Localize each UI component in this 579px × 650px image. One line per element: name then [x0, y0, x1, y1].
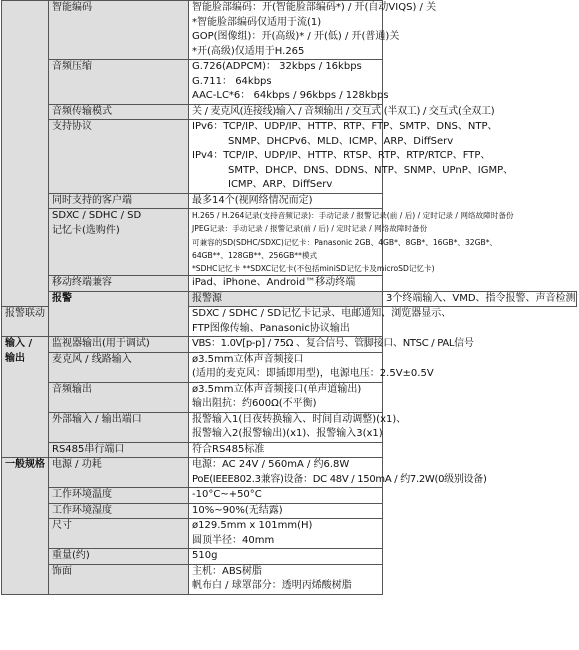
row-value [189, 503, 383, 519]
row-name [49, 209, 189, 276]
row-value [189, 412, 407, 442]
category-continued [2, 1, 49, 307]
value-line: 3个终端输入、VMD、指令报警、声音检测 [386, 292, 576, 304]
value-line: GOP(图像组)：开(高级)* / 开(低) / 开(普通)关 [192, 31, 400, 42]
row-name: 支持协议 [49, 120, 189, 194]
row-audio-output [2, 382, 577, 412]
value-line: AAC-LC*6： 64kbps / 96kbps / 128kbps [192, 90, 389, 101]
row-power [2, 458, 577, 488]
row-name: RS485串行端口 [49, 442, 189, 458]
value-line: PoE(IEEE802.3兼容)设备：DC 48V / 150mA / 约7.2W(0级别设备) [192, 473, 487, 485]
category-io [2, 337, 49, 458]
row-value [189, 1, 437, 60]
row-sd-card [2, 209, 577, 276]
value-line: -10°C~+50°C [192, 489, 262, 501]
row-weight [2, 549, 577, 565]
row-name: 智能编码 [49, 1, 189, 60]
row-value [189, 193, 383, 209]
row-name: 报警联动 [2, 307, 49, 337]
row-name: 音频输出 [49, 382, 189, 412]
row-name: 同时支持的客户端 [49, 193, 189, 209]
value-line: 可兼容的SD(SDHC/SDXC)记忆卡：Panasonic 2GB、4GB*、8GB*、16GB*、32GB*、 [192, 237, 498, 247]
row-value [189, 337, 474, 353]
row-value [189, 564, 383, 594]
row-name: 尺寸 [49, 519, 189, 549]
category-line: 输入 / [5, 338, 33, 350]
value-line: 关 / 麦克风(连接线)输入 / 音频输出 / 交互式 (半双工) / 交互式(全双工) [192, 105, 495, 117]
row-value [189, 458, 487, 488]
row-name: 工作环境温度 [49, 488, 189, 504]
row-alarm-source [2, 291, 577, 307]
row-external-io [2, 412, 577, 442]
row-value [189, 120, 514, 194]
row-value [189, 209, 514, 276]
row-value [189, 382, 383, 412]
row-name: 报警源 [189, 291, 383, 307]
category-general: 一般规格 [2, 458, 49, 595]
row-value [189, 488, 383, 504]
row-name: 重量(约) [49, 549, 189, 565]
value-line: 智能脸部编码：开(智能脸部编码*) / 开(自动VIQS) / 关 [192, 2, 437, 13]
row-value [189, 549, 383, 565]
row-name: 移动终端兼容 [49, 276, 189, 292]
value-line: *智能脸部编码仅适用于流(1) [192, 16, 322, 28]
value-line: G.726(ADPCM)： 32kbps / 16kbps [192, 61, 362, 72]
ipv6-label: IPv6： [192, 121, 224, 132]
value-line: 64GB**、128GB**、256GB**模式 [192, 250, 318, 260]
value-line: 帆布白 / 球罩部分：透明丙烯酸树脂 [192, 580, 352, 592]
value-line: 报警输入1(日夜转换输入、时间自动调整)(x1)、 [192, 413, 407, 425]
value-line: G.711： 64kbps [192, 75, 272, 87]
row-value [189, 307, 452, 337]
row-value [383, 291, 577, 307]
value-line: SMTP、DHCP、DNS、DDNS、NTP、SNMP、UPnP、IGMP、 [228, 164, 514, 176]
row-value [189, 104, 495, 120]
value-line: iPad、iPhone、Android™移动终端 [192, 277, 356, 289]
value-line: 最多14个(视网络情况而定) [192, 194, 313, 206]
row-smart-coding [2, 1, 577, 60]
row-audio-transmission [2, 104, 577, 120]
row-audio-compression [2, 60, 577, 105]
value-line: 圆顶半径：40mm [192, 534, 275, 546]
row-clients [2, 193, 577, 209]
value-line: SNMP、DHCPv6、MLD、ICMP、ARP、DiffServ [228, 135, 454, 147]
value-line: 10%~90%(无结露) [192, 504, 283, 516]
row-rs485 [2, 442, 577, 458]
value-line: *开(高级)仅适用于H.265 [192, 45, 305, 57]
value-line: ø3.5mm立体声音频接口(单声道输出) [192, 383, 362, 395]
row-name: 音频传输模式 [49, 104, 189, 120]
value-line: 主机：ABS树脂 [192, 565, 262, 577]
row-name: 电源 / 功耗 [49, 458, 189, 488]
row-value [189, 276, 383, 292]
row-value [189, 519, 383, 549]
value-line [192, 149, 491, 164]
value-line: JPEG记录：手动记录 / 报警记录(前 / 后) / 定时记录 / 网络故障时备份 [192, 224, 428, 234]
category-line: 输出 [5, 352, 25, 364]
value-line: 电源：AC 24V / 560mA / 约6.8W [192, 459, 350, 471]
value-line: ø129.5mm x 101mm(H) [192, 520, 313, 532]
value-line: H.265 / H.264记录(支持音频记录)：手动记录 / 报警记录(前 / 后) / 定时记录 / 网络故障时备份 [192, 211, 514, 220]
row-finish [2, 564, 577, 594]
row-value [189, 442, 383, 458]
row-name: 音频压缩 [49, 60, 189, 105]
value-line [192, 120, 498, 135]
row-mic-line-input [2, 352, 577, 382]
value-line: (适用的麦克风：即插即用型)，电源电压：2.5V±0.5V [192, 368, 434, 380]
name-line: 记忆卡(选购件) [52, 224, 120, 236]
row-name: 工作环境湿度 [49, 503, 189, 519]
row-mobile [2, 276, 577, 292]
value-line: 报警输入2(报警输出)(x1)、报警输入3(x1) [192, 428, 383, 440]
ipv6-protocols: TCP/IP、UDP/IP、HTTP、RTP、FTP、SMTP、DNS、NTP、 [223, 121, 498, 132]
row-value [189, 352, 434, 382]
row-dimensions [2, 519, 577, 549]
value-line: SDXC / SDHC / SD记忆卡记录、电邮通知、浏览器显示、 [192, 308, 452, 320]
row-name: 麦克风 / 线路输入 [49, 352, 189, 382]
category-alarm: 报警 [49, 291, 189, 337]
spec-table [1, 0, 577, 595]
value-line: *SDHC记忆卡 **SDXC记忆卡(不包括miniSD记忆卡及microSD记忆卡) [192, 264, 435, 274]
value-line: VBS：1.0V[p-p] / 75Ω 、复合信号、管脚接口、NTSC / PAL信号 [192, 338, 474, 350]
ipv4-protocols: TCP/IP、UDP/IP、HTTP、RTSP、RTP、RTP/RTCP、FTP、 [223, 150, 491, 161]
row-value [189, 60, 389, 105]
value-line: 输出阻抗：约600Ω(不平衡) [192, 398, 317, 410]
row-name: 外部输入 / 输出端口 [49, 412, 189, 442]
row-name: 饰面 [49, 564, 189, 594]
name-line: SDXC / SDHC / SD [52, 210, 142, 221]
value-line: FTP图像传输、Panasonic协议输出 [192, 322, 350, 334]
value-line: ø3.5mm立体声音频接口 [192, 353, 304, 365]
row-name: 监视器输出(用于调试) [49, 337, 189, 353]
value-line: 符合RS485标准 [192, 443, 265, 455]
ipv4-label: IPv4： [192, 150, 224, 161]
row-protocols [2, 120, 577, 194]
row-monitor-output [2, 337, 577, 353]
value-line: 510g [192, 550, 218, 562]
row-operating-temperature [2, 488, 577, 504]
row-operating-humidity [2, 503, 577, 519]
value-line: ICMP、ARP、DiffServ [228, 179, 333, 190]
